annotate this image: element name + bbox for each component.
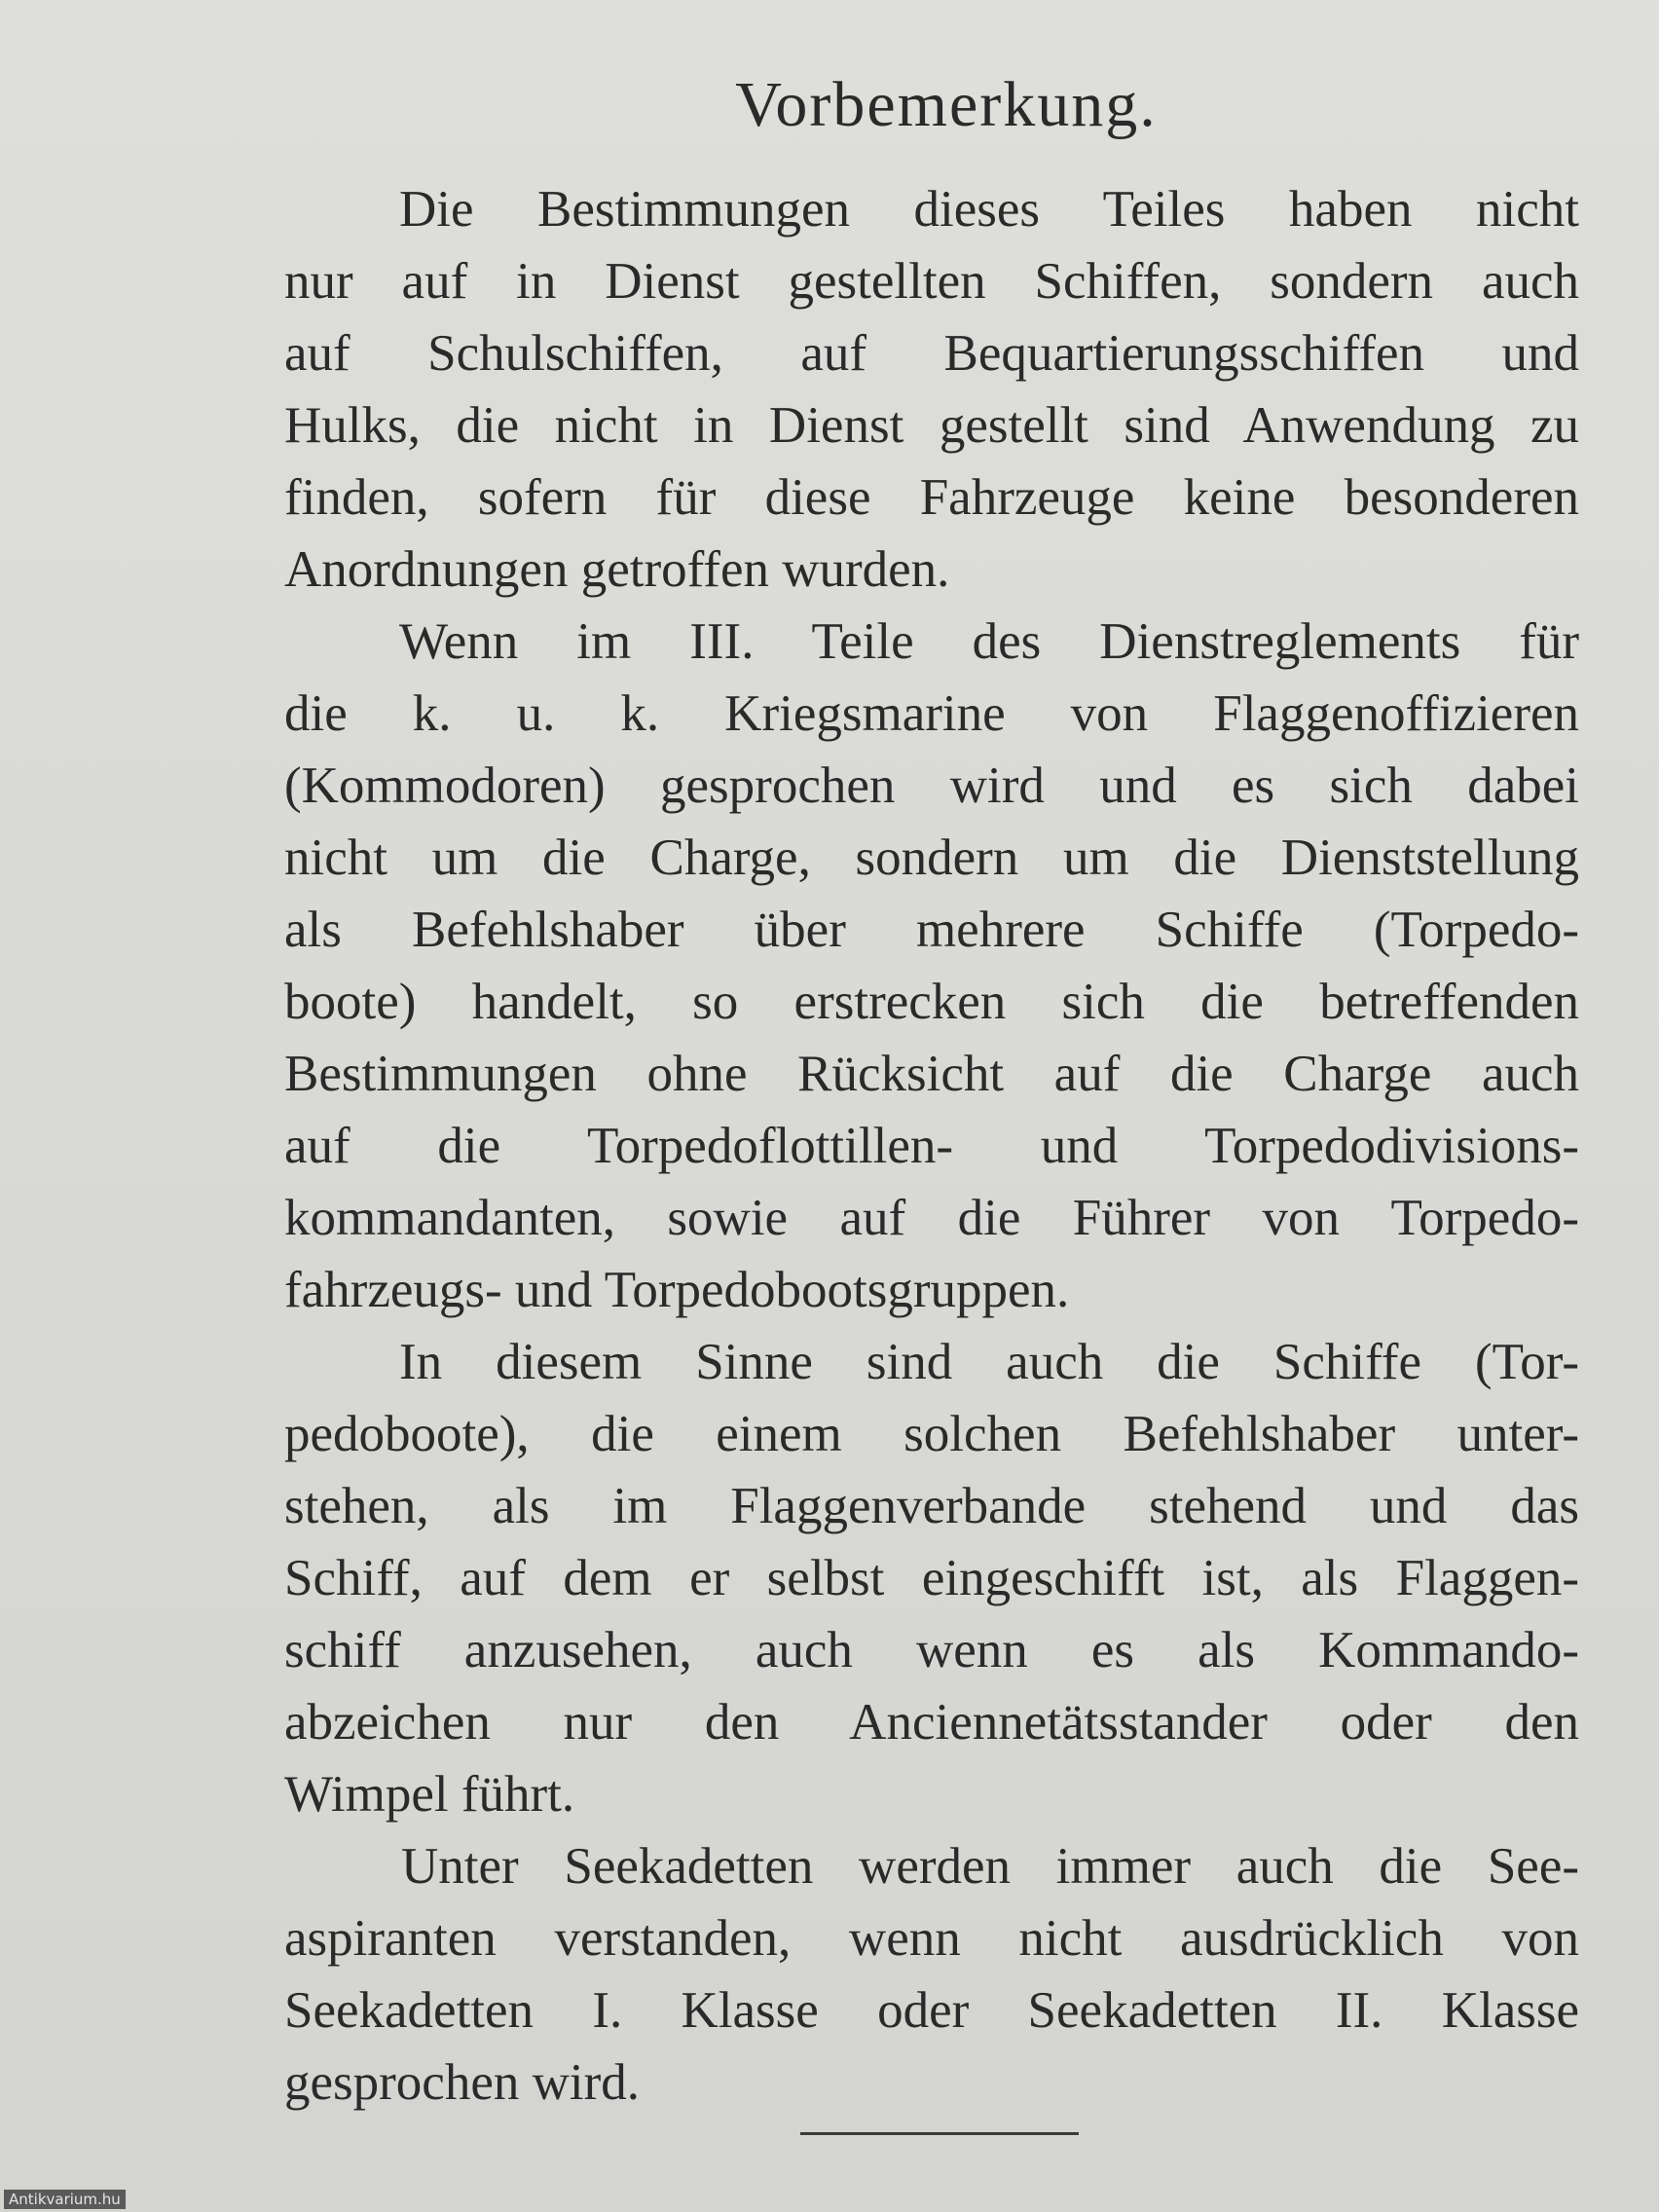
text-line: (Kommodoren) gesprochen wird und es sich dabei — [284, 757, 1579, 814]
text-line: kommandanten, sowie auf die Führer von Torpedo- — [284, 1190, 1579, 1246]
end-rule-divider — [800, 2132, 1079, 2135]
text-line: nur auf in Dienst gestellten Schiffen, sondern auch — [284, 253, 1579, 310]
text-line: nicht um die Charge, sondern um die Dienststellung — [284, 830, 1579, 886]
text-line: boote) handelt, so erstrecken sich die betreffenden — [284, 974, 1579, 1030]
text-line: Wimpel führt. — [284, 1766, 575, 1823]
text-line: Anordnungen getroffen wurden. — [284, 541, 950, 598]
text-line: die k. u. k. Kriegsmarine von Flaggenoffizieren — [284, 685, 1579, 742]
text-line: Die Bestimmungen dieses Teiles haben nicht — [399, 181, 1579, 238]
text-line: aspiranten verstanden, wenn nicht ausdrücklich von — [284, 1910, 1579, 1967]
text-line: schiff anzusehen, auch wenn es als Kommando- — [284, 1622, 1579, 1678]
text-line: als Befehlshaber über mehrere Schiffe (Torpedo- — [284, 902, 1579, 958]
body-text — [284, 173, 1579, 2119]
text-line: Wenn im III. Teile des Dienstreglements für — [399, 613, 1579, 670]
text-line: In diesem Sinne sind auch die Schiffe (Tor- — [399, 1334, 1579, 1390]
text-line: abzeichen nur den Anciennetätsstander oder den — [284, 1694, 1579, 1751]
text-line: gesprochen wird. — [284, 2054, 640, 2111]
watermark: Antikvarium.hu — [4, 2190, 126, 2209]
text-line: stehen, als im Flaggenverbande stehend und das — [284, 1478, 1579, 1534]
text-line: Bestimmungen ohne Rücksicht auf die Charge auch — [284, 1046, 1579, 1102]
text-line: Schiff, auf dem er selbst eingeschifft ist, als Flaggen- — [284, 1550, 1579, 1606]
text-line: pedoboote), die einem solchen Befehlshaber unter- — [284, 1406, 1579, 1462]
page-title: Vorbemerkung. — [735, 69, 1158, 140]
text-line: Unter Seekadetten werden immer auch die See- — [401, 1838, 1579, 1895]
text-line: fahrzeugs- und Torpedobootsgruppen. — [284, 1262, 1070, 1318]
text-line: finden, sofern für diese Fahrzeuge keine besonderen — [284, 469, 1579, 526]
text-line: Hulks, die nicht in Dienst gestellt sind Anwendung zu — [284, 397, 1579, 454]
text-line: auf die Torpedoflottillen- und Torpedodivisions- — [284, 1118, 1579, 1174]
text-line: Seekadetten I. Klasse oder Seekadetten II. Klasse — [284, 1982, 1579, 2039]
text-line: auf Schulschiffen, auf Bequartierungsschiffen und — [284, 325, 1579, 382]
